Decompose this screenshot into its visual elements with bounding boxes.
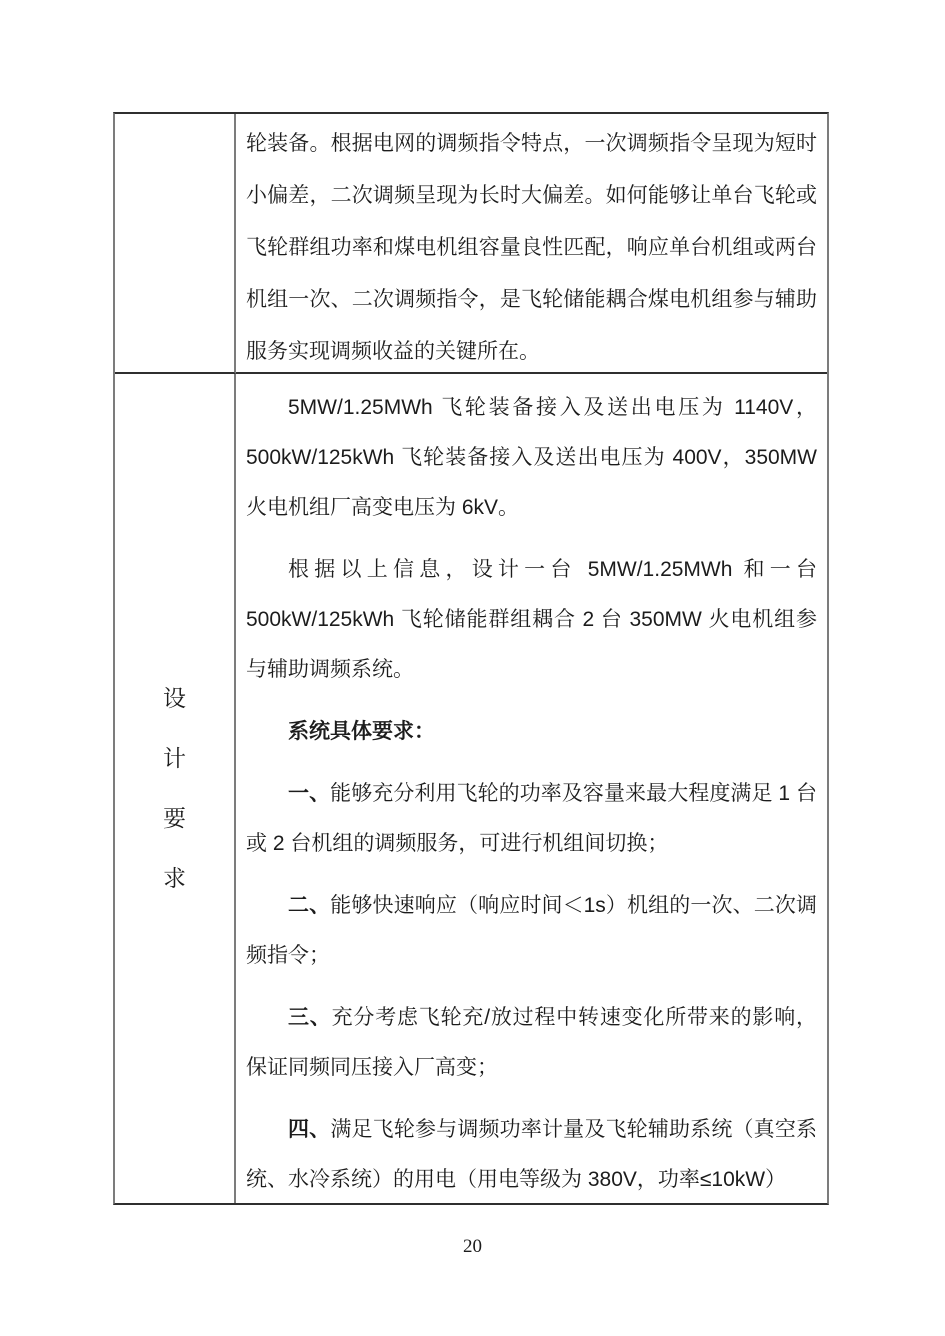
requirement-item bbox=[246, 769, 817, 869]
design-requirements-label bbox=[163, 687, 186, 890]
item-number: 三、 bbox=[288, 1006, 332, 1029]
label-char: 设 bbox=[163, 685, 186, 711]
item-number: 二、 bbox=[288, 894, 331, 917]
requirement-item bbox=[246, 993, 817, 1093]
row2-content-cell bbox=[236, 374, 827, 1203]
row2-label-cell bbox=[115, 374, 236, 1203]
label-char: 求 bbox=[163, 865, 186, 891]
requirement-item bbox=[246, 1105, 817, 1203]
row1-label-cell bbox=[115, 114, 236, 374]
item-text: 能够快速响应（响应时间＜1s）机组的一次、二次调频指令； bbox=[246, 894, 817, 967]
design-task-paragraph: 根据以上信息，设计一台 5MW/1.25MWh 和一台 500kW/125kWh 飞轮储能群组耦合 2 台 350MW 火电机组参与辅助调频系统。 bbox=[246, 558, 817, 681]
requirement-item bbox=[246, 881, 817, 981]
item-text: 能够充分利用飞轮的功率及容量来最大程度满足 1 台或 2 台机组的调频服务，可进行机组间切换； bbox=[246, 782, 817, 855]
continued-paragraph: 轮装备。根据电网的调频指令特点，一次调频指令呈现为短时小偏差，二次调频呈现为长时大偏差。如何能够让单台飞轮或飞轮群组功率和煤电机组容量良性匹配，响应单台机组或两台机组一次、二次调频指令，是飞轮储能耦合煤电机组参与辅助服务实现调频收益的关键所在。 bbox=[246, 132, 817, 363]
page-number: 20 bbox=[463, 1236, 482, 1257]
item-number: 四、 bbox=[288, 1118, 331, 1141]
voltage-info-paragraph: 5MW/1.25MWh 飞轮装备接入及送出电压为 1140V，500kW/125kWh 飞轮装备接入及送出电压为 400V，350MW 火电机组厂高变电压为 6kV。 bbox=[246, 396, 817, 519]
item-number: 一、 bbox=[288, 782, 331, 805]
label-char: 要 bbox=[163, 805, 186, 831]
row1-content-cell bbox=[236, 114, 827, 374]
content-table bbox=[113, 112, 829, 1205]
requirements-heading: 系统具体要求： bbox=[288, 720, 435, 743]
item-text: 满足飞轮参与调频功率计量及飞轮辅助系统（真空系统、水冷系统）的用电（用电等级为 380V，功率≤10kW） bbox=[246, 1118, 818, 1191]
item-text: 充分考虑飞轮充/放过程中转速变化所带来的影响，保证同频同压接入厂高变； bbox=[246, 1006, 818, 1079]
label-char: 计 bbox=[163, 745, 186, 771]
